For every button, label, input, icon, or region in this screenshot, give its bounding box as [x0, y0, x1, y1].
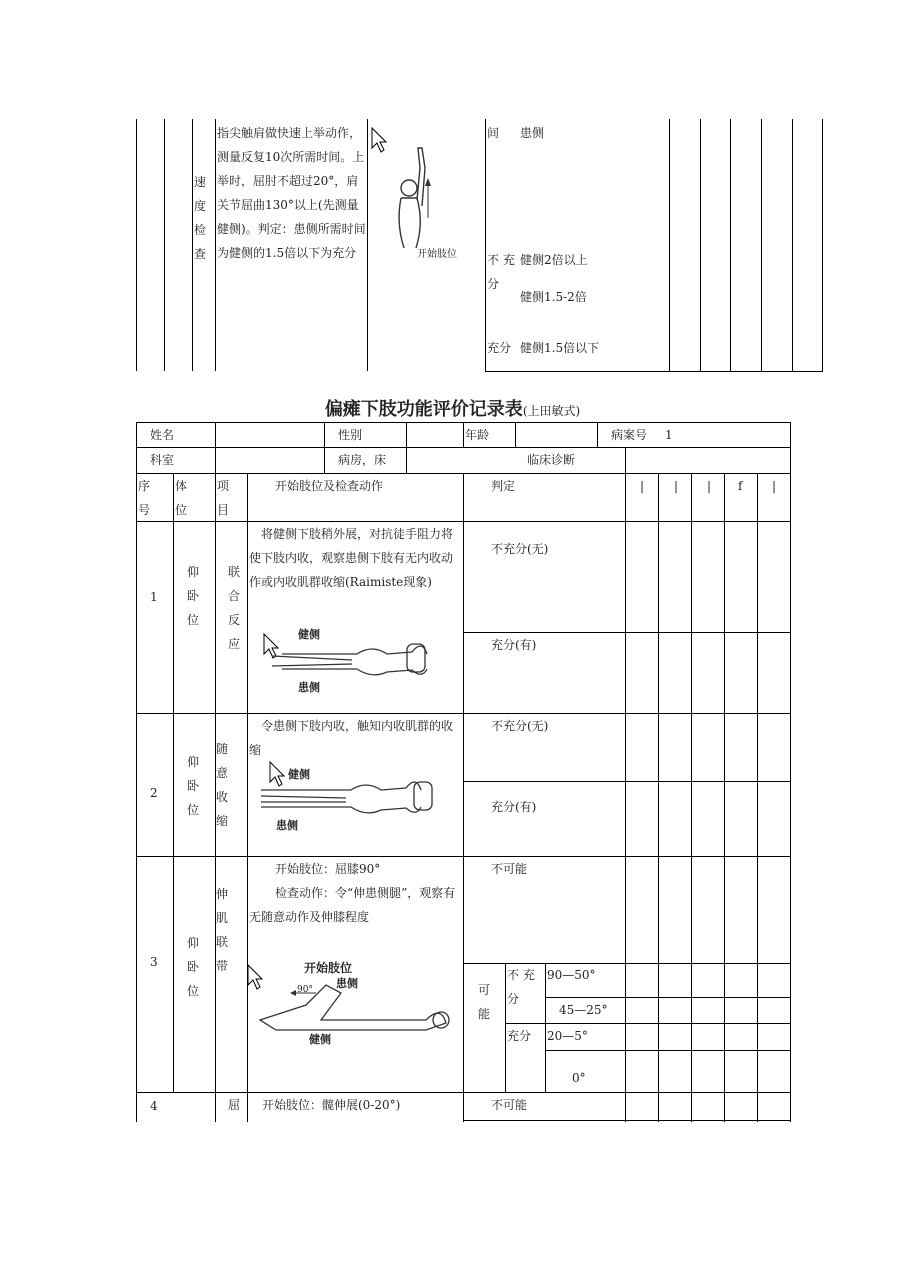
row3-no: 3 [150, 955, 158, 969]
speed-check-label: 速度检查 [194, 175, 207, 261]
insufficient-value-2: 健侧1.5-2倍 [520, 290, 587, 304]
sufficient-label: 充分 [487, 341, 512, 355]
age-label: 年龄 [465, 428, 490, 442]
row3-angle-4: 0° [572, 1071, 586, 1085]
extra-col-4: f [738, 479, 743, 493]
judge-affected-header: 患侧 [520, 126, 545, 140]
row2-item: 随意收缩 [216, 742, 229, 828]
row3-fig-label-start: 开始肢位 [304, 961, 353, 975]
row2-no: 2 [150, 786, 158, 800]
row3-description-1: 开始肢位：屈膝90° [275, 862, 381, 876]
gender-label: 性别 [338, 428, 363, 442]
page-title [0, 395, 905, 421]
insufficient-label: 不 充分 [487, 253, 515, 291]
row1-position: 仰卧位 [187, 565, 200, 627]
row2-fig-label-healthy: 健侧 [288, 768, 310, 781]
row1-judge-insufficient: 不充分(无) [491, 542, 549, 556]
row1-item: 联合反应 [228, 565, 241, 651]
row3-fig-label-affected: 患侧 [336, 977, 358, 990]
row4-description: 开始肢位：髋伸展(0-20°) [262, 1098, 401, 1112]
extra-col-1: | [640, 479, 645, 493]
row3-item: 伸肌联带 [216, 887, 229, 973]
col-judge-header: 判定 [491, 479, 516, 493]
row3-judge-sufficient: 充分 [507, 1029, 532, 1043]
row3-judge-impossible: 不可能 [491, 862, 528, 876]
row3-description-2: 检查动作：令“伸患侧腿”，观察有无随意动作及伸膝程度 [249, 886, 456, 924]
row3-position: 仰卧位 [187, 936, 200, 998]
row3-fig-label-90: 90° [297, 985, 313, 995]
row4-no: 4 [150, 1099, 158, 1113]
judge-time-header: 间 [487, 126, 500, 140]
row3-angle-1: 90—50° [547, 968, 596, 982]
case-no-value: 1 [665, 428, 673, 442]
insufficient-value-1: 健侧2倍以上 [520, 253, 588, 267]
col-no-header: 序号 [138, 479, 151, 517]
case-no-label: 病案号 [611, 428, 648, 442]
title-sub: (上田敏式) [522, 404, 581, 418]
row1-judge-sufficient: 充分(有) [491, 638, 537, 652]
start-position-label: 开始肢位 [417, 249, 457, 260]
row4-item: 屈 [228, 1098, 241, 1112]
row4-judge-impossible: 不可能 [491, 1098, 528, 1112]
row3-angle-2: 45—25° [559, 1003, 608, 1017]
row3-judge-possible: 可能 [478, 983, 491, 1021]
row2-fig-label-affected: 患侧 [276, 819, 298, 832]
diagnosis-label: 临床诊断 [527, 453, 576, 467]
dept-label: 科室 [150, 453, 175, 467]
row1-fig-label-healthy: 健侧 [298, 628, 320, 641]
col-action-header: 开始肢位及检查动作 [275, 479, 384, 493]
row3-judge-insufficient: 不 充分 [507, 968, 535, 1006]
speed-check-description: 指尖触肩做快速上举动作，测量反复10次所需时间。上举时，屈肘不超过20°，肩关节屈曲130°以上(先测量健侧)。判定：患侧所需时间为健侧的1.5倍以下为充分 [217, 126, 366, 260]
row3-angle-3: 20—5° [547, 1029, 588, 1043]
row1-description: 将健侧下肢稍外展，对抗徒手阻力将使下肢内收，观察患侧下肢有无内收动作或内收肌群收缩(Raimiste现象) [249, 527, 454, 589]
extra-col-2: | [674, 479, 679, 493]
row2-judge-sufficient: 充分(有) [491, 800, 537, 814]
row3-fig-label-healthy: 健侧 [309, 1033, 331, 1046]
row1-no: 1 [150, 590, 158, 604]
col-position-header: 体位 [175, 479, 188, 517]
name-label: 姓名 [150, 428, 175, 442]
extra-col-3: | [707, 479, 712, 493]
title-main: 偏瘫下肢功能评价记录表 [324, 399, 523, 420]
row1-fig-label-affected: 患侧 [298, 681, 320, 694]
row2-judge-insufficient: 不充分(无) [491, 719, 549, 733]
col-item-header: 项目 [217, 479, 230, 517]
extra-col-5: | [772, 479, 777, 493]
row2-position: 仰卧位 [187, 755, 200, 817]
row1-leg-figure [262, 624, 462, 694]
row2-description: 令患侧下肢内收，触知内收肌群的收缩 [249, 719, 454, 757]
ward-label: 病房，床 [338, 453, 387, 467]
sufficient-value: 健侧1.5倍以下 [520, 341, 600, 355]
